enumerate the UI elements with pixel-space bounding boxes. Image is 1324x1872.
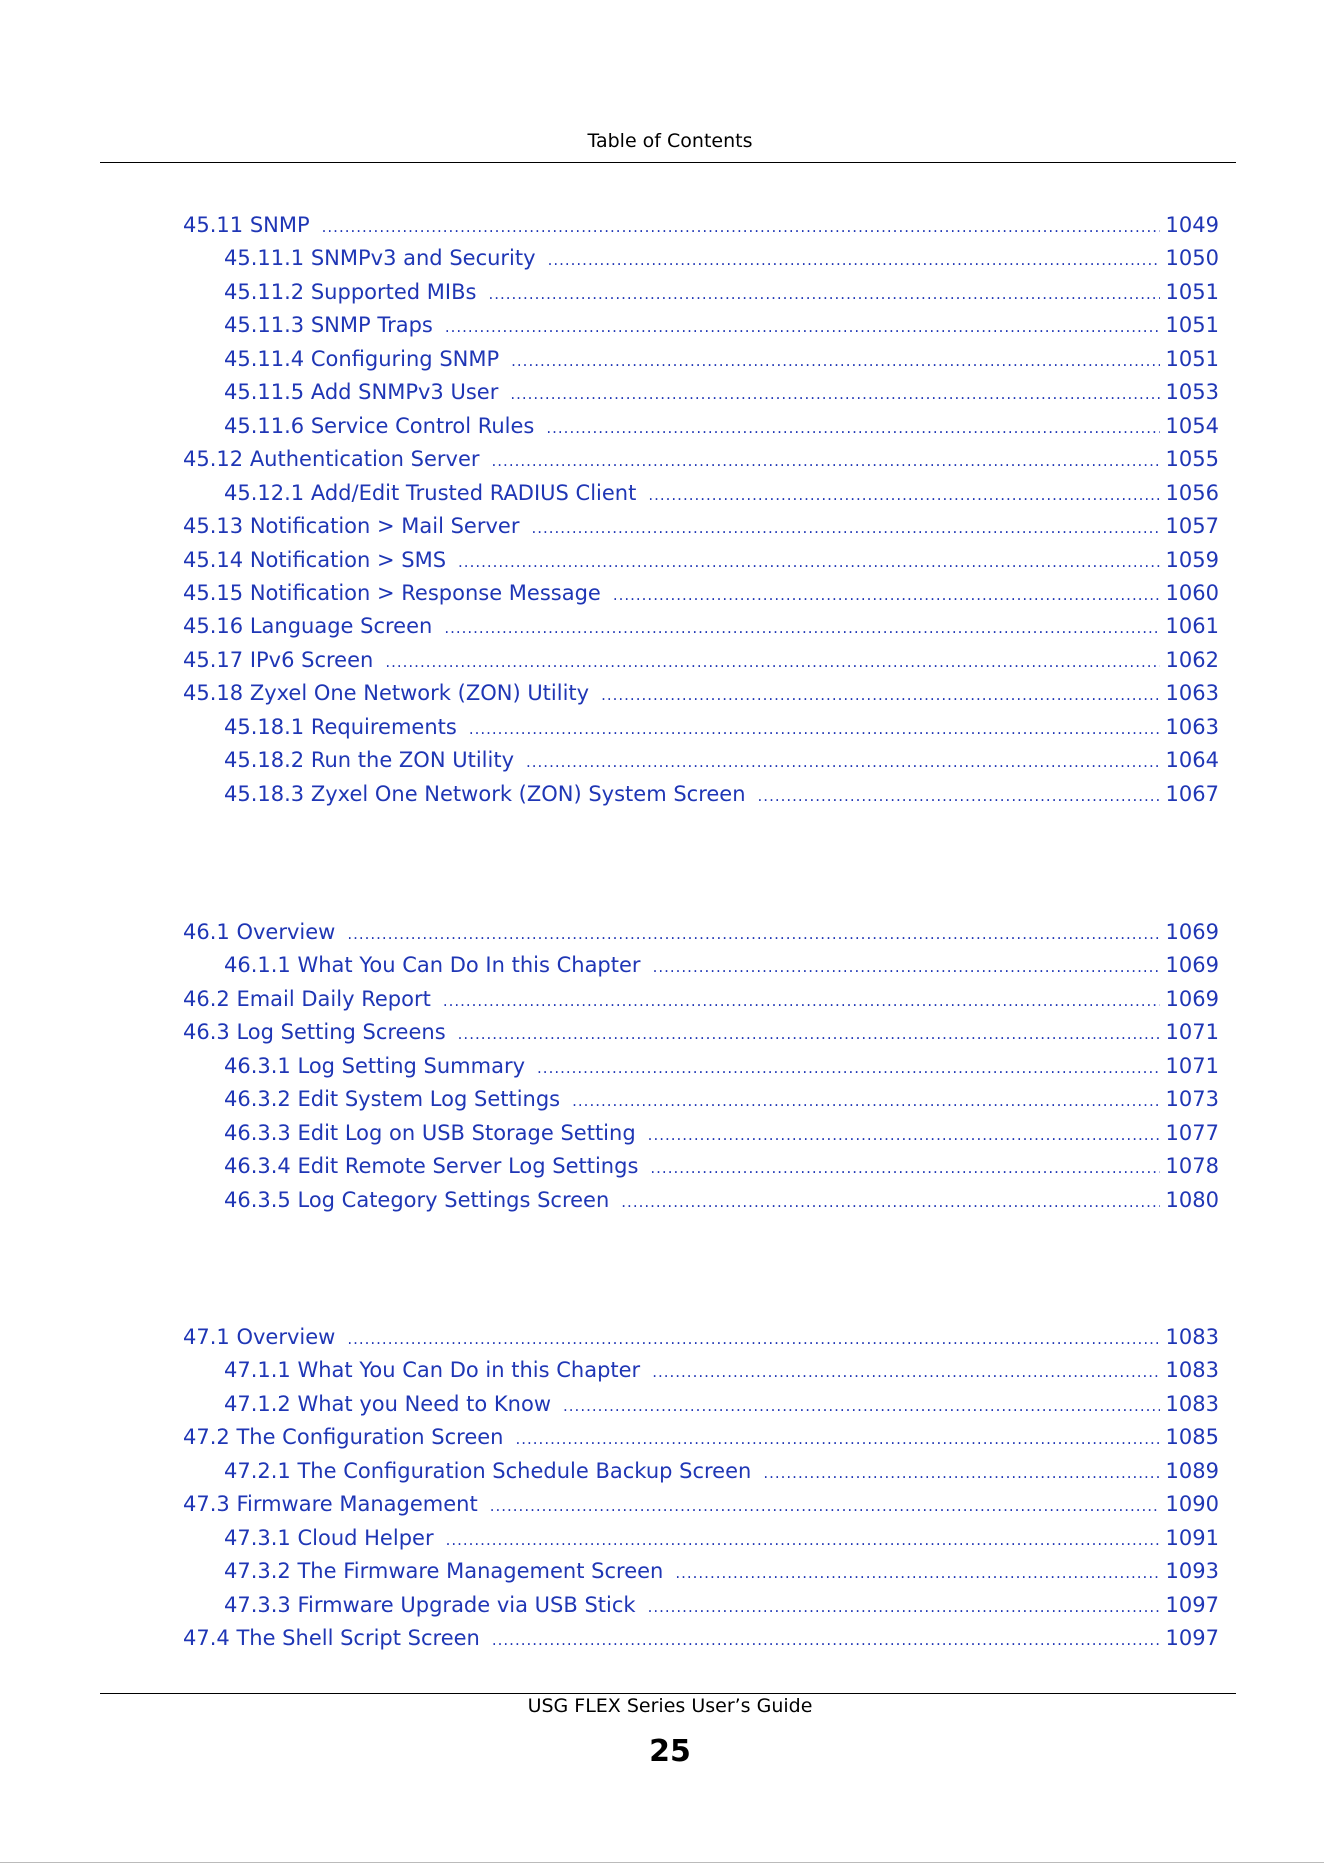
toc-entry-page: 1069 [1165,953,1219,978]
toc-entry[interactable] [183,310,1219,340]
toc-entry-space [230,1489,237,1519]
toc-entry-page: 1091 [1165,1525,1219,1550]
toc-entry-page: 1064 [1165,748,1219,773]
toc-entry[interactable] [183,1084,1219,1114]
toc-entry-page: 1069 [1165,986,1219,1011]
toc-entry-title: Edit System Log Settings [297,1087,561,1112]
toc-entry[interactable] [183,545,1219,575]
toc-entry[interactable] [183,411,1219,441]
toc-entry-number: 45.11.2 [224,279,305,304]
toc-entry-space [304,377,311,407]
toc-entry-number: 45.11.3 [224,313,305,338]
toc-entry-space [243,545,250,575]
page-number: 25 [649,1734,691,1769]
toc-entry[interactable] [183,745,1219,775]
toc-entry-number: 46.3.5 [224,1187,291,1212]
toc-entry-title: What you Need to Know [297,1391,552,1416]
toc-entry-title: Notification > SMS [249,547,447,572]
toc-entry-title: Run the ZON Utility [310,748,514,773]
toc-entry-number: 45.18.3 [224,781,305,806]
toc-entry-title: Overview [236,1325,336,1349]
toc-entry-space [291,1151,298,1181]
toc-entry[interactable] [183,578,1219,608]
toc-entry-space [291,1389,298,1419]
toc-entry[interactable] [183,1017,1219,1047]
dot-leader [347,919,1159,949]
toc-entry-number: 47.2.1 [224,1458,291,1483]
toc-entry-space [291,1084,298,1114]
toc-entry-space [243,611,250,641]
toc-entry[interactable] [183,1322,1219,1352]
dot-leader [648,1120,1160,1150]
toc-entry-title: The Shell Script Screen [236,1626,480,1651]
toc-entry-page: 1090 [1165,1492,1219,1517]
dot-leader [490,1491,1160,1521]
toc-entry-space [243,645,250,675]
toc-entry-space [230,1322,237,1352]
toc-entry[interactable] [183,1051,1219,1081]
toc-entry[interactable] [183,984,1219,1014]
dot-leader [572,1086,1159,1116]
toc-entry-number: 45.11 [183,213,244,237]
toc-entry-number: 47.3.2 [224,1559,291,1584]
toc-entry-number: 46.3.1 [224,1053,291,1078]
toc-entry-page: 1089 [1165,1458,1219,1483]
toc-entry-number: 47.3 [183,1492,230,1517]
toc-entry-space [304,478,311,508]
toc-entry-number: 45.18.2 [224,748,305,773]
dot-leader [613,580,1160,610]
toc-entry[interactable] [183,1422,1219,1452]
dot-leader [653,952,1160,982]
toc-entry-title: Service Control Rules [310,413,535,438]
toc-entry-space [304,712,311,742]
toc-entry-space [243,511,250,541]
toc-entry-space [291,1118,298,1148]
dot-leader [444,613,1159,643]
toc-entry-title: SNMP Traps [310,313,433,338]
dot-leader [443,986,1160,1016]
dot-leader [763,1458,1159,1488]
toc-entry-page: 1050 [1165,246,1219,271]
dot-leader [488,279,1159,309]
toc-entry-space [304,277,311,307]
toc-entry-space [243,578,250,608]
toc-entry-title: The Configuration Schedule Backup Screen [297,1458,752,1483]
toc-entry[interactable] [183,1556,1219,1586]
toc-entry-number: 45.11.6 [224,413,305,438]
dot-leader [510,379,1159,409]
toc-entry-page: 1078 [1165,1154,1219,1179]
toc-entry-page: 1053 [1165,380,1219,405]
dot-leader [675,1558,1159,1588]
toc-entry[interactable] [183,478,1219,508]
dot-leader [537,1053,1160,1083]
toc-entry-space [304,243,311,273]
toc-entry[interactable] [183,344,1219,374]
toc-entry-page: 1057 [1165,514,1219,539]
toc-entry-number: 45.18 [183,681,244,706]
toc-entry-number: 45.12.1 [224,480,305,505]
toc-entry-page: 1083 [1165,1391,1219,1416]
toc-entry-page: 1060 [1165,580,1219,605]
dot-leader [385,647,1159,677]
toc-entry-space [230,984,237,1014]
toc-entry[interactable] [183,1489,1219,1519]
toc-entry-number: 45.11.5 [224,380,305,405]
toc-entry[interactable] [183,779,1219,809]
toc-entry-number: 45.11.1 [224,246,305,271]
toc-entry-space [304,745,311,775]
toc-entry-number: 47.4 [183,1626,230,1651]
toc-entry-title: Add/Edit Trusted RADIUS Client [310,480,637,505]
toc-entry[interactable] [183,1523,1219,1553]
toc-entry-title: Language Screen [249,614,433,639]
page-edge-rule [0,1862,1324,1863]
toc-entry-space [291,950,298,980]
toc-entry-title: Log Category Settings Screen [297,1187,610,1212]
toc-entry-number: 45.12 [183,447,244,472]
toc-entry-space [243,444,250,474]
toc-entry-number: 46.2 [183,986,230,1011]
toc-entry-space [304,344,311,374]
toc-entry-page: 1093 [1165,1559,1219,1584]
toc-entry[interactable] [183,277,1219,307]
toc-entry-page: 1083 [1165,1325,1219,1349]
toc-entry[interactable] [183,712,1219,742]
toc-entry[interactable] [183,210,1219,240]
toc-entry-page: 1067 [1165,781,1219,806]
dot-leader [347,1324,1159,1354]
toc-entry[interactable] [183,678,1219,708]
toc-entry[interactable] [183,444,1219,474]
toc-entry-title: SNMP [249,213,310,237]
toc-entry-number: 45.17 [183,647,244,672]
toc-entry-number: 47.3.1 [224,1525,291,1550]
toc-entry-number: 46.1.1 [224,953,291,978]
toc-entry-page: 1097 [1165,1592,1219,1617]
toc-entry-number: 45.13 [183,514,244,539]
toc-entry-title: Notification > Response Message [249,580,601,605]
toc-entry-number: 45.15 [183,580,244,605]
toc-entry-space [230,1017,237,1047]
dot-leader [546,413,1159,443]
toc-entry[interactable] [183,1590,1219,1620]
toc-entry-page: 1071 [1165,1020,1219,1045]
toc-entry-title: Overview [236,920,336,944]
dot-leader [648,480,1159,510]
toc-entry-page: 1054 [1165,413,1219,438]
dot-leader [446,1525,1160,1555]
dot-leader [445,312,1160,342]
toc-entry-page: 1083 [1165,1358,1219,1383]
toc-entry-space [291,1590,298,1620]
toc-entry[interactable] [183,1151,1219,1181]
toc-entry-page: 1073 [1165,1087,1219,1112]
dot-leader [563,1391,1160,1421]
toc-entry-number: 46.3.4 [224,1154,291,1179]
toc-entry-space [243,210,250,240]
dot-leader [548,245,1160,275]
toc-entry-space [291,1523,298,1553]
toc-entry[interactable] [183,511,1219,541]
toc-entry-title: Notification > Mail Server [249,514,520,539]
toc-entry-page: 1051 [1165,313,1219,338]
header-rule [100,162,1236,163]
toc-entry-page: 1097 [1165,1626,1219,1651]
toc-entry[interactable] [183,1118,1219,1148]
toc-entry[interactable] [183,1456,1219,1486]
toc-entry-title: IPv6 Screen [249,647,374,672]
running-header: Table of Contents [587,130,753,152]
toc-entry-title: Authentication Server [249,447,480,472]
toc-entry-number: 46.3 [183,1020,230,1045]
toc-entry-title: The Firmware Management Screen [297,1559,664,1584]
toc-entry-number: 45.11.4 [224,346,305,371]
toc-entry-space [291,1355,298,1385]
toc-entry-page: 1071 [1165,1053,1219,1078]
toc-entry-number: 46.1 [183,920,230,944]
toc-entry-page: 1077 [1165,1120,1219,1145]
toc-entry[interactable] [183,243,1219,273]
footer-rule [100,1693,1236,1694]
dot-leader [650,1153,1159,1183]
toc-entry-title: The Configuration Screen [236,1425,504,1450]
dot-leader [621,1187,1159,1217]
toc-entry-title: Configuring SNMP [310,346,500,371]
toc-entry-space [291,1051,298,1081]
dot-leader [458,1019,1160,1049]
toc-entry-space [304,310,311,340]
toc-entry-page: 1062 [1165,647,1219,672]
footer-guide-title: USG FLEX Series User’s Guide [527,1695,813,1717]
dot-leader [648,1592,1160,1622]
toc-entry[interactable] [183,645,1219,675]
toc-entry-page: 1085 [1165,1425,1219,1450]
toc-entry-title: Cloud Helper [297,1525,434,1550]
toc-entry-page: 1080 [1165,1187,1219,1212]
toc-entry-title: Firmware Upgrade via USB Stick [297,1592,636,1617]
dot-leader [526,747,1160,777]
toc-entry-number: 47.2 [183,1425,230,1450]
toc-entry-title: Log Setting Summary [297,1053,526,1078]
toc-entry[interactable] [183,917,1219,947]
toc-entry-title: Edit Log on USB Storage Setting [297,1120,636,1145]
dot-leader [652,1357,1159,1387]
toc-entry[interactable] [183,1185,1219,1215]
toc-entry-title: Email Daily Report [236,986,431,1011]
dot-leader [492,446,1160,476]
toc-entry-page: 1051 [1165,346,1219,371]
toc-entry-space [230,917,237,947]
toc-entry-space [291,1185,298,1215]
toc-entry-page: 1055 [1165,447,1219,472]
dot-leader [469,714,1160,744]
toc-entry[interactable] [183,1389,1219,1419]
toc-entry-title: Edit Remote Server Log Settings [297,1154,639,1179]
toc-entry-number: 47.1.1 [224,1358,291,1383]
toc-entry-number: 46.3.3 [224,1120,291,1145]
toc-entry-number: 47.1 [183,1325,230,1349]
dot-leader [758,781,1160,811]
toc-entry-title: Zyxel One Network (ZON) System Screen [310,781,746,806]
toc-entry-page: 1063 [1165,681,1219,706]
dot-leader [531,513,1159,543]
toc-entry[interactable] [183,950,1219,980]
toc-entry-title: What You Can Do In this Chapter [297,953,641,978]
dot-leader [322,212,1160,242]
toc-entry-title: What You Can Do in this Chapter [297,1358,641,1383]
toc-entry-title: Supported MIBs [310,279,477,304]
toc-entry[interactable] [183,1623,1219,1653]
toc-entry[interactable] [183,377,1219,407]
toc-entry-space [243,678,250,708]
toc-entry-title: Requirements [310,714,457,739]
toc-entry-page: 1061 [1165,614,1219,639]
toc-entry-title: Firmware Management [236,1492,478,1517]
toc-entry-space [304,411,311,441]
toc-entry-page: 1063 [1165,714,1219,739]
toc-entry-page: 1049 [1165,213,1219,237]
toc-entry-number: 45.18.1 [224,714,305,739]
toc-entry-page: 1059 [1165,547,1219,572]
dot-leader [515,1424,1159,1454]
toc-entry[interactable] [183,1355,1219,1385]
toc-entry-title: Add SNMPv3 User [310,380,499,405]
toc-entry-number: 47.1.2 [224,1391,291,1416]
toc-entry-page: 1051 [1165,279,1219,304]
dot-leader [601,680,1159,710]
toc-entry-number: 46.3.2 [224,1087,291,1112]
dot-leader [492,1625,1160,1655]
toc-entry-space [304,779,311,809]
toc-entry-page: 1056 [1165,480,1219,505]
toc-entry-number: 45.14 [183,547,244,572]
dot-leader [458,547,1160,577]
toc-entry-title: SNMPv3 and Security [310,246,536,271]
toc-entry-number: 47.3.3 [224,1592,291,1617]
toc-entry-title: Log Setting Screens [236,1020,446,1045]
toc-entry[interactable] [183,611,1219,641]
toc-entry-title: Zyxel One Network (ZON) Utility [249,681,590,706]
toc-entry-number: 45.16 [183,614,244,639]
toc-entry-page: 1069 [1165,920,1219,944]
dot-leader [511,346,1159,376]
